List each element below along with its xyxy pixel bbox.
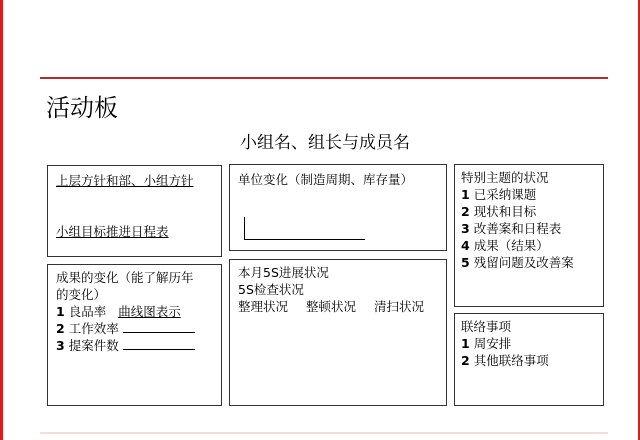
results-item-proposals bbox=[56, 337, 221, 354]
results-heading-2: 的变化） bbox=[56, 287, 107, 302]
item-number: 4 bbox=[461, 238, 470, 253]
five-s-box bbox=[229, 259, 447, 406]
item-label: 其他联络事项 bbox=[473, 353, 549, 368]
item-label: 现状和目标 bbox=[473, 204, 537, 219]
five-s-items bbox=[238, 298, 446, 315]
item-number: 5 bbox=[461, 255, 470, 270]
curve-chart-note: 曲线图表示 bbox=[118, 304, 181, 319]
results-item-efficiency bbox=[56, 320, 221, 337]
contact-box bbox=[454, 313, 604, 406]
policy-box bbox=[47, 165, 222, 257]
item-number: 1 bbox=[461, 336, 470, 351]
theme-item bbox=[461, 220, 603, 237]
footer-divider bbox=[40, 432, 608, 434]
schedule-line: 小组目标推进日程表 bbox=[56, 224, 169, 239]
board-subtitle: 小组名、组长与成员名 bbox=[240, 133, 410, 153]
results-heading-1: 成果的变化（能了解历年 bbox=[56, 270, 194, 285]
mini-chart-axis bbox=[244, 217, 365, 240]
left-border bbox=[0, 0, 3, 440]
five-s-progress: 本月5S进展状况 bbox=[238, 265, 329, 280]
item-number: 2 bbox=[461, 353, 470, 368]
item-label: 良品率 bbox=[68, 304, 107, 319]
special-theme-title: 特别主题的状况 bbox=[461, 170, 549, 185]
contact-item bbox=[461, 352, 603, 369]
item-number: 3 bbox=[461, 221, 470, 236]
theme-item bbox=[461, 237, 603, 254]
item-label: 改善案和日程表 bbox=[473, 221, 562, 236]
sort-status: 整理状况 bbox=[238, 299, 289, 314]
item-number: 2 bbox=[461, 204, 470, 219]
shine-status: 清扫状况 bbox=[374, 299, 425, 314]
page-title: 活动板 bbox=[46, 94, 118, 122]
unit-change-box bbox=[229, 164, 447, 251]
item-label: 成果（结果） bbox=[473, 238, 549, 253]
item-label: 工作效率 bbox=[68, 321, 119, 336]
item-number: 3 bbox=[56, 338, 65, 353]
item-label: 提案件数 bbox=[68, 338, 119, 353]
five-s-inspection: 5S检查状况 bbox=[238, 282, 304, 297]
unit-change-title: 单位变化（制造周期、库存量） bbox=[238, 172, 414, 187]
special-theme-box bbox=[454, 164, 604, 307]
item-label: 已采纳课题 bbox=[473, 187, 537, 202]
blank-line bbox=[123, 338, 195, 350]
results-box bbox=[47, 264, 222, 406]
blank-line bbox=[123, 321, 195, 333]
policy-line: 上层方针和部、小组方针 bbox=[56, 173, 194, 188]
results-item-yield bbox=[56, 303, 221, 320]
header-divider bbox=[40, 77, 608, 79]
item-label: 周安排 bbox=[473, 336, 512, 351]
item-number: 1 bbox=[461, 187, 470, 202]
theme-item bbox=[461, 254, 603, 271]
contact-title: 联络事项 bbox=[461, 319, 512, 334]
item-number: 1 bbox=[56, 304, 65, 319]
item-label: 残留问题及改善案 bbox=[473, 255, 574, 270]
set-in-order-status: 整顿状况 bbox=[306, 299, 357, 314]
item-number: 2 bbox=[56, 321, 65, 336]
contact-item bbox=[461, 335, 603, 352]
theme-item bbox=[461, 186, 603, 203]
theme-item bbox=[461, 203, 603, 220]
